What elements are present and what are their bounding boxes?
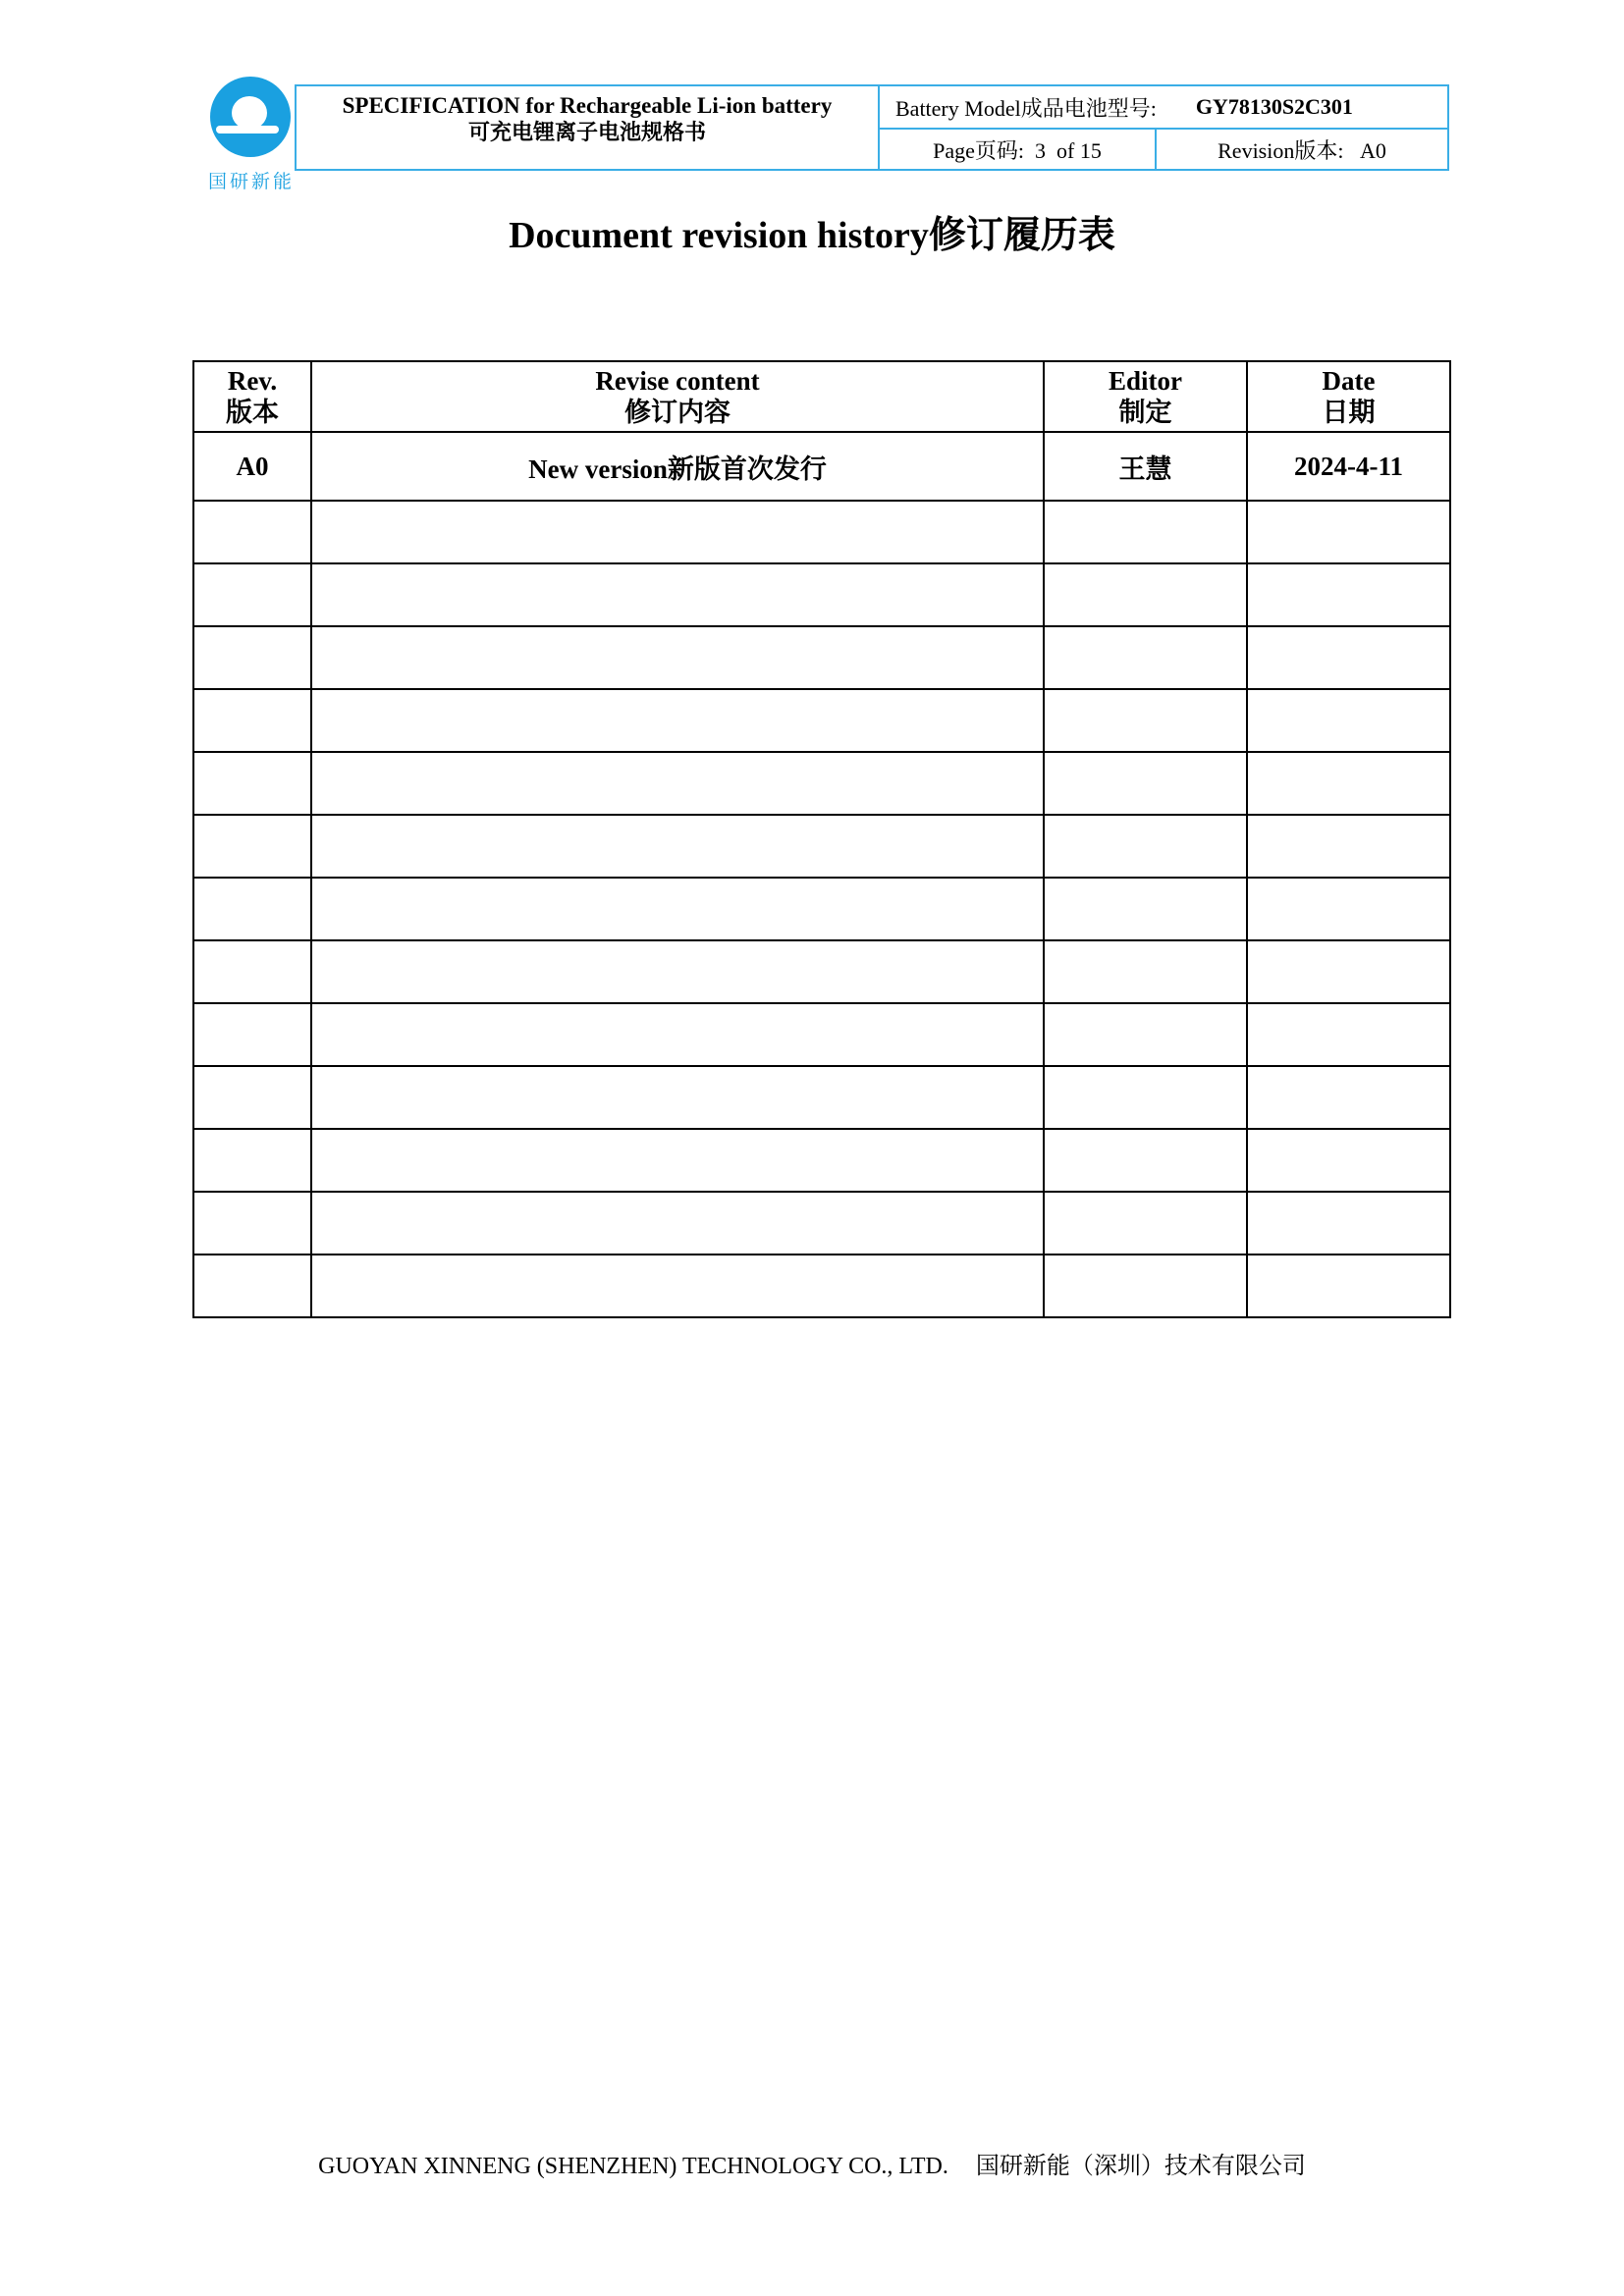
empty-cell <box>311 752 1044 815</box>
table-row-empty <box>193 626 1450 689</box>
empty-cell <box>1044 626 1247 689</box>
column-header-date: Date 日期 <box>1247 361 1450 432</box>
empty-cell <box>1247 501 1450 563</box>
empty-cell <box>1247 563 1450 626</box>
empty-cell <box>1044 1066 1247 1129</box>
logo-text: 国研新能 <box>207 171 295 192</box>
empty-cell <box>311 689 1044 752</box>
empty-cell <box>1044 878 1247 940</box>
empty-cell <box>311 626 1044 689</box>
page-number: Page页码: 3 of 15 <box>933 137 1102 163</box>
empty-cell <box>193 1129 311 1192</box>
empty-cell <box>1044 1192 1247 1255</box>
page-number-box <box>878 128 1157 171</box>
empty-cell <box>193 1255 311 1317</box>
revision-label: Revision版本: A0 <box>1218 137 1386 163</box>
table-row-empty <box>193 1192 1450 1255</box>
empty-cell <box>311 1192 1044 1255</box>
empty-cell <box>311 1066 1044 1129</box>
empty-cell <box>193 815 311 878</box>
table-row-empty <box>193 563 1450 626</box>
cell-rev: A0 <box>193 432 311 501</box>
table-row-empty <box>193 815 1450 878</box>
empty-cell <box>1247 752 1450 815</box>
empty-cell <box>1247 626 1450 689</box>
empty-cell <box>311 1003 1044 1066</box>
empty-cell <box>1247 1066 1450 1129</box>
empty-cell <box>1247 940 1450 1003</box>
empty-cell <box>311 501 1044 563</box>
empty-cell <box>193 501 311 563</box>
empty-cell <box>311 1129 1044 1192</box>
column-header-rev: Rev. 版本 <box>193 361 311 432</box>
revision-box <box>1155 128 1449 171</box>
revision-history-table <box>192 360 1451 1318</box>
empty-cell <box>1044 1003 1247 1066</box>
battery-model-label: Battery Model成品电池型号: <box>895 95 1157 121</box>
table-row-empty <box>193 1255 1450 1317</box>
table-row-empty <box>193 1129 1450 1192</box>
empty-cell <box>1044 689 1247 752</box>
empty-cell <box>1247 689 1450 752</box>
company-logo <box>194 77 308 196</box>
footer-company-cn: 国研新能（深圳）技术有限公司 <box>975 2154 1306 2179</box>
table-row <box>193 432 1450 501</box>
empty-cell <box>193 1066 311 1129</box>
empty-cell <box>1247 1192 1450 1255</box>
table-row-empty <box>193 1003 1450 1066</box>
empty-cell <box>311 1255 1044 1317</box>
battery-model-box <box>878 84 1449 130</box>
empty-cell <box>1044 563 1247 626</box>
page-footer <box>0 2146 1624 2180</box>
empty-cell <box>193 1003 311 1066</box>
spec-title-en: SPECIFICATION for Rechargeable Li-ion battery <box>342 93 833 118</box>
empty-cell <box>1247 1003 1450 1066</box>
empty-cell <box>1044 815 1247 878</box>
table-row-empty <box>193 940 1450 1003</box>
footer-company-en: GUOYAN XINNENG (SHENZHEN) TECHNOLOGY CO., LTD. <box>318 2154 948 2179</box>
empty-cell <box>193 626 311 689</box>
spec-title-cn: 可充电锂离子电池规格书 <box>467 121 706 145</box>
empty-cell <box>193 940 311 1003</box>
empty-cell <box>1247 815 1450 878</box>
empty-cell <box>193 563 311 626</box>
column-header-content: Revise content 修订内容 <box>311 361 1044 432</box>
empty-cell <box>1044 1129 1247 1192</box>
battery-model-value: GY78130S2C301 <box>1195 94 1353 119</box>
table-row-empty <box>193 689 1450 752</box>
table-row-empty <box>193 752 1450 815</box>
table-header-row <box>193 361 1450 432</box>
empty-cell <box>1247 878 1450 940</box>
cell-content: New version新版首次发行 <box>311 432 1044 501</box>
empty-cell <box>1247 1255 1450 1317</box>
table-row-empty <box>193 501 1450 563</box>
empty-cell <box>311 940 1044 1003</box>
cell-date: 2024-4-11 <box>1247 432 1450 501</box>
column-header-editor: Editor 制定 <box>1044 361 1247 432</box>
empty-cell <box>311 563 1044 626</box>
empty-cell <box>311 878 1044 940</box>
table-row-empty <box>193 878 1450 940</box>
empty-cell <box>193 1192 311 1255</box>
table-row-empty <box>193 1066 1450 1129</box>
empty-cell <box>1247 1129 1450 1192</box>
empty-cell <box>193 752 311 815</box>
empty-cell <box>1044 501 1247 563</box>
empty-cell <box>1044 1255 1247 1317</box>
empty-cell <box>193 689 311 752</box>
logo-mark-icon <box>210 77 291 157</box>
spec-title-box <box>295 84 880 171</box>
cell-editor: 王慧 <box>1044 432 1247 501</box>
empty-cell <box>1044 752 1247 815</box>
empty-cell <box>311 815 1044 878</box>
empty-cell <box>1044 940 1247 1003</box>
page-title: Document revision history修订履历表 <box>509 215 1115 256</box>
empty-cell <box>193 878 311 940</box>
